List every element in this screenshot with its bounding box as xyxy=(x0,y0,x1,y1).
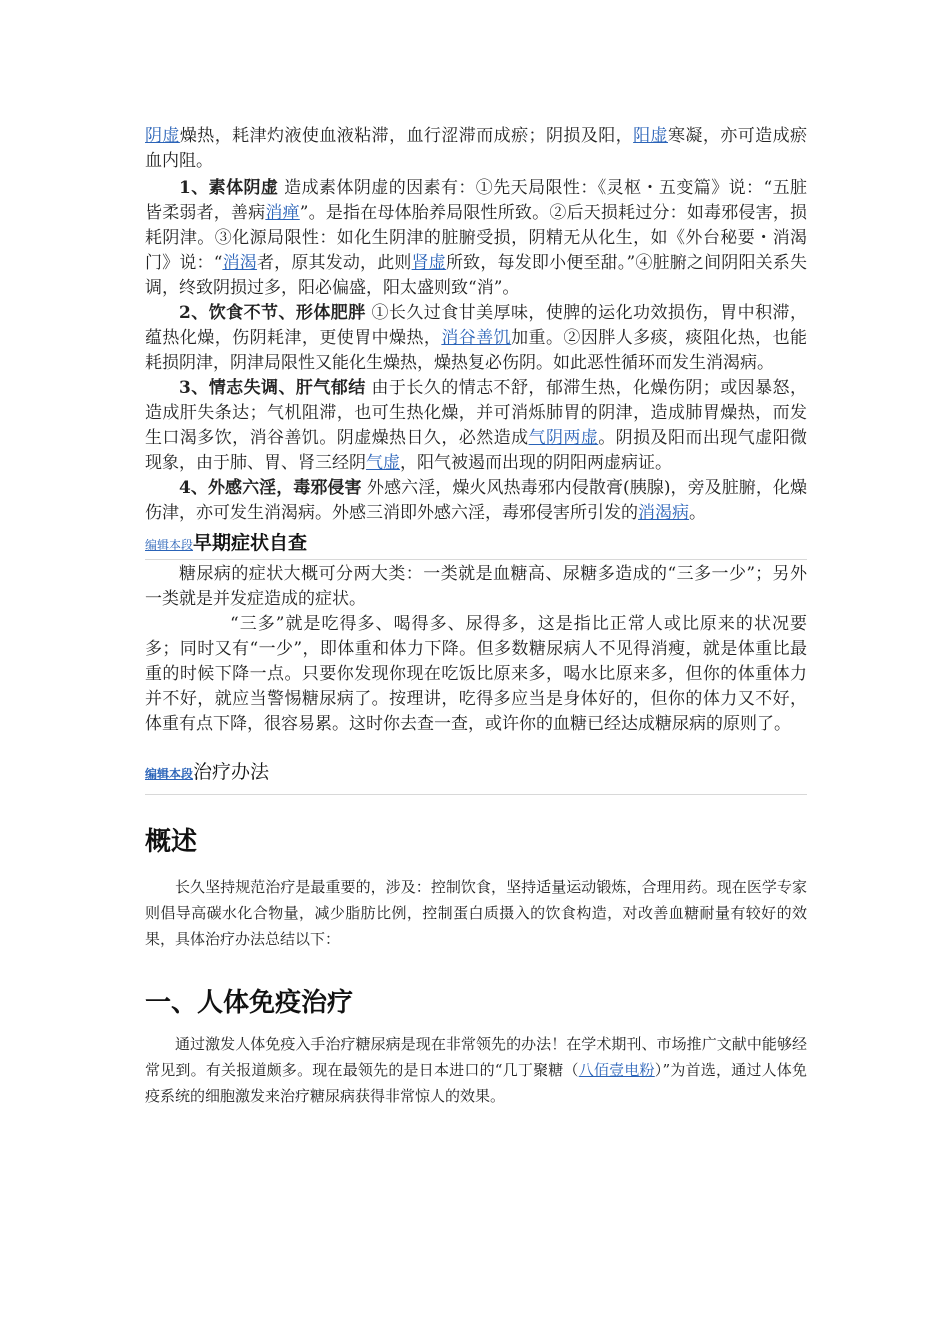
text-span: 外感六淫，燥火风热毒邪内侵散膏(胰腺)，旁及脏腑，化燥伤津，亦可发生消渴病。外感三消即外感六淫，毒邪侵害所引发的 xyxy=(145,478,807,523)
text-span: 者，原其发动，此则 xyxy=(256,253,412,273)
heading-overview: 概述 xyxy=(145,827,198,857)
text-span: ，阳气被遏而出现的阴阳两虚病证。 xyxy=(400,453,672,473)
link-qiyinliangxu[interactable]: 气阴两虚 xyxy=(528,428,599,448)
item-4-title: 4、外感六淫，毒邪侵害 xyxy=(179,478,362,498)
link-xiaogushanji[interactable]: 消谷善饥 xyxy=(441,328,512,348)
edit-section-link[interactable]: 编辑本段 xyxy=(145,767,194,781)
text-span: 由于长久的情志不舒，郁滞生热，化燥伤阴；或因暴怒，造成肝失条达；气机阻滞，也可生热化燥，并可消烁肺胃的阴津，造成肺胃燥热，而发生口渴多饮，消谷善饥。阴虚燥热日久，必然造成 xyxy=(145,378,807,448)
paragraph-item-4 xyxy=(145,476,807,526)
paragraph-immune-therapy xyxy=(145,1031,807,1109)
section-title: 治疗办法 xyxy=(193,761,270,783)
text-span: 。阴损及阳而出现气虚阳微现象，由于肺、胃、肾三经阴 xyxy=(145,428,808,473)
text-span: 造成素体阴虚的因素有：①先天局限性：《灵枢・五变篇》说：“五脏皆柔弱者，善病 xyxy=(145,178,807,223)
link-shenxu[interactable]: 肾虚 xyxy=(411,253,446,273)
section-heading-early-symptoms xyxy=(145,528,807,560)
paragraph-item-1 xyxy=(145,176,807,301)
link-xiaozhang[interactable]: 消瘅 xyxy=(265,203,300,223)
link-qixu[interactable]: 气虚 xyxy=(366,453,400,473)
link-xiaoke[interactable]: 消渴 xyxy=(222,253,257,273)
link-babaiyi-dianfen[interactable]: 八佰壹电粉 xyxy=(578,1061,655,1079)
text-span: 。 xyxy=(689,503,706,523)
text-span: 所致，每发即小便至甜。”④脏腑之间阴阳关系失调，终致阴损过多，阳必偏盛，阳太盛则致“消”。 xyxy=(145,253,807,298)
text-span: 加重。②因胖人多痰，痰阻化热，也能耗损阴津，阴津局限性又能化生燥热，燥热复必伤阴。如此恶性循环而发生消渴病。 xyxy=(145,328,808,373)
paragraph-overview: 长久坚持规范治疗是最重要的，涉及：控制饮食，坚持适量运动锻炼，合理用药。现在医学专家则倡导高碳水化合物量，减少脂肪比例，控制蛋白质摄入的饮食构造，对改善血糖耐量有较好的效果，具体治疗办法总结以下： xyxy=(145,878,807,948)
item-3-title: 3、情志失调、肝气郁结 xyxy=(179,378,366,398)
text-span: ）”为首选，通过人体免疫系统的细胞激发来治疗糖尿病获得非常惊人的效果。 xyxy=(145,1061,807,1105)
text-span: ”。是指在母体胎养局限性所致。②后天损耗过分：如毒邪侵害，损耗阴津。③化源局限性：如化生阴津的脏腑受损，阴精无从化生，如《外台秘要・消渴门》说：“ xyxy=(145,203,808,273)
paragraph-three-more: “三多”就是吃得多、喝得多、尿得多，这是指比正常人或比原来的状况要多；同时又有“一少”，即体重和体力下降。但多数糖尿病人不见得消瘦，就是体重比最重的时候下降一点。只要你发现你现在吃饭比原来多，喝水比原来多，但你的体重体力并不好，就应当警惕糖尿病了。按理讲，吃得多应当是身体好的，但你的体力又不好，体重有点下降，很容易累。这时你去查一查，或许你的血糖已经达成糖尿病的原则了。 xyxy=(145,614,807,734)
section-heading-treatment xyxy=(145,757,807,795)
text-span: 燥热，耗津灼液使血液粘滞，血行涩滞而成瘀；阴损及阳， xyxy=(179,126,634,146)
text-span: 寒凝，亦可造成瘀血内阻。 xyxy=(145,126,808,171)
paragraph-item-2 xyxy=(145,301,807,376)
document-page xyxy=(145,124,807,1109)
heading-immune-therapy: 一、人体免疫治疗 xyxy=(145,988,354,1018)
link-yangxu[interactable]: 阳虚 xyxy=(633,126,668,146)
edit-section-link[interactable]: 编辑本段 xyxy=(145,538,194,552)
text-span: 通过激发人体免疫入手治疗糖尿病是现在非常领先的办法！在学术期刊、市场推广文献中能够经常见到。有关报道颇多。现在最领先的是日本进口的“几丁聚糖（ xyxy=(145,1035,807,1079)
link-xiaokebing[interactable]: 消渴病 xyxy=(638,503,689,523)
paragraph-item-3 xyxy=(145,376,807,476)
item-1-title: 1、素体阴虚 xyxy=(179,178,279,198)
link-yinxu[interactable]: 阴虚 xyxy=(145,126,180,146)
section-title: 早期症状自查 xyxy=(193,532,308,554)
paragraph-symptoms-intro: 糖尿病的症状大概可分两大类：一类就是血糖高、尿糖多造成的“三多一少”；另外一类就是并发症造成的症状。 xyxy=(145,564,807,609)
item-2-title: 2、饮食不节、形体肥胖 xyxy=(179,303,366,323)
paragraph-yinxu xyxy=(145,124,807,174)
text-span: ①长久过食甘美厚味，使脾的运化功效损伤，胃中积滞，蕴热化燥，伤阴耗津，更使胃中燥热， xyxy=(145,303,807,348)
